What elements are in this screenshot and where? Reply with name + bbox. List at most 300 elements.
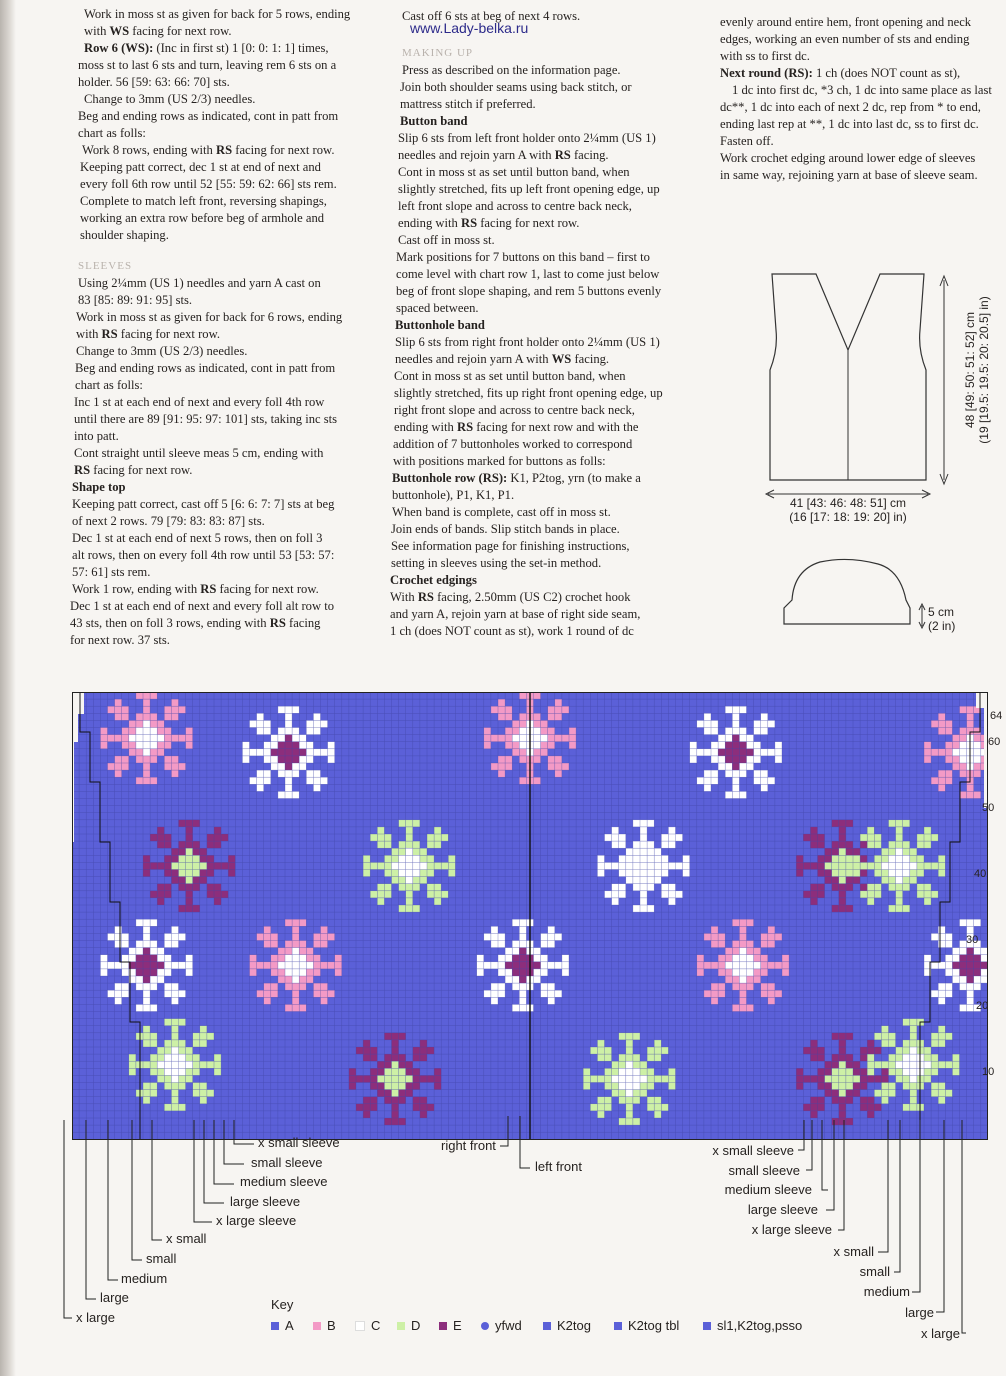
chart-cell <box>384 1068 391 1075</box>
row-number: 60 <box>988 736 1001 748</box>
chart-cell <box>519 742 526 749</box>
chart-cell <box>796 862 803 869</box>
chart-cell <box>392 1061 399 1068</box>
chart-cell <box>399 1054 406 1061</box>
chart-cell <box>945 955 952 962</box>
chart-cell <box>846 862 853 869</box>
key-item-c: C <box>355 1318 380 1333</box>
chart-cell <box>328 933 335 940</box>
chart-cell <box>512 720 519 727</box>
chart-cell <box>157 728 164 735</box>
chart-cell <box>910 1068 917 1075</box>
chart-cell <box>896 1075 903 1082</box>
size-label: x large sleeve <box>216 1213 297 1228</box>
chart-cell <box>541 941 548 948</box>
chart-cell <box>867 1075 874 1082</box>
chart-cell <box>739 735 746 742</box>
chart-cell <box>150 735 157 742</box>
chart-cell <box>796 1083 803 1090</box>
chart-cell <box>392 848 399 855</box>
chart-cell <box>896 898 903 905</box>
chart-cell <box>108 763 115 770</box>
chart-cell <box>143 969 150 976</box>
chart-cell <box>285 976 292 983</box>
chart-cell <box>818 1047 825 1054</box>
chart-cell <box>562 962 569 969</box>
width-cm-text: 41 [43: 46: 48: 51] cm <box>789 496 907 510</box>
chart-cell <box>910 1097 917 1104</box>
chart-cell <box>839 848 846 855</box>
chart-cell <box>903 862 910 869</box>
chart-cell <box>839 1040 846 1047</box>
chart-cell <box>732 1004 739 1011</box>
chart-cell <box>157 1061 164 1068</box>
chart-cell <box>299 955 306 962</box>
chart-cell <box>505 763 512 770</box>
chart-cell <box>292 791 299 798</box>
chart-cell <box>171 1040 178 1047</box>
chart-cell <box>257 962 264 969</box>
chart-cell <box>917 855 924 862</box>
chart-cell <box>143 735 150 742</box>
swatch-icon <box>355 1321 365 1331</box>
chart-cell <box>967 713 974 720</box>
chart-cell <box>896 855 903 862</box>
chart-cell <box>399 848 406 855</box>
chart-cell <box>945 933 952 940</box>
sleeve-dimension-label <box>928 605 968 633</box>
k2tog-symbol-icon <box>543 1322 551 1330</box>
chart-cell <box>221 862 228 869</box>
chart-cell <box>250 749 257 756</box>
paragraph: in same way, rejoining yarn at base of sleeve seam. <box>720 168 978 182</box>
chart-cell <box>136 1033 143 1040</box>
chart-cell <box>818 841 825 848</box>
chart-cell <box>186 728 193 735</box>
chart-cell <box>200 1033 207 1040</box>
chart-cell <box>832 1033 839 1040</box>
chart-cell <box>910 1075 917 1082</box>
chart-cell <box>775 742 782 749</box>
chart-cell <box>171 933 178 940</box>
paragraph: right front slope and across to centre back neck, <box>394 403 635 417</box>
chart-cell <box>633 1068 640 1075</box>
chart-cell <box>704 990 711 997</box>
chart-cell <box>619 841 626 848</box>
chart-cell <box>285 770 292 777</box>
chart-cell <box>392 862 399 869</box>
chart-cell <box>115 735 122 742</box>
chart-cell <box>910 1083 917 1090</box>
key-title: Key <box>271 1297 294 1312</box>
chart-cell <box>967 1004 974 1011</box>
chart-cell <box>874 870 881 877</box>
chart-cell <box>271 990 278 997</box>
chart-cell <box>704 728 711 735</box>
chart-cell <box>924 749 931 756</box>
chart-cell <box>597 855 604 862</box>
chart-cell <box>825 855 832 862</box>
paragraph: Work in moss st as given for back for 5 rows, ending <box>84 7 351 21</box>
chart-cell <box>938 1026 945 1033</box>
chart-cell <box>640 870 647 877</box>
chart-cell <box>313 777 320 784</box>
chart-cell <box>384 1054 391 1061</box>
paragraph: evenly around entire hem, front opening and neck <box>720 15 972 29</box>
chart-cell <box>434 834 441 841</box>
chart-cell <box>150 983 157 990</box>
chart-cell <box>960 983 967 990</box>
chart-cell <box>732 735 739 742</box>
chart-cell <box>633 862 640 869</box>
yfwd-symbol-icon <box>481 1322 489 1330</box>
size-label: large <box>905 1305 934 1320</box>
chart-cell <box>200 848 207 855</box>
chart-cell <box>171 983 178 990</box>
chart-cell <box>761 777 768 784</box>
chart-cell <box>754 720 761 727</box>
paragraph: Beg and ending rows as indicated, cont in patt from <box>75 361 336 375</box>
chart-cell <box>846 870 853 877</box>
chart-cell <box>150 1090 157 1097</box>
chart-cell <box>214 834 221 841</box>
chart-cell <box>399 884 406 891</box>
paragraph: shoulder shaping. <box>80 228 169 242</box>
chart-cell <box>179 763 186 770</box>
chart-cell <box>406 1090 413 1097</box>
chart-cell <box>718 735 725 742</box>
chart-cell <box>853 855 860 862</box>
chart-cell <box>420 1047 427 1054</box>
chart-cell <box>555 990 562 997</box>
chart-cell <box>498 941 505 948</box>
chart-cell <box>881 1061 888 1068</box>
chart-cell <box>690 742 697 749</box>
chart-cell <box>810 891 817 898</box>
chart-cell <box>285 728 292 735</box>
chart-cell <box>896 1054 903 1061</box>
chart-cell <box>534 955 541 962</box>
chart-cell <box>853 1068 860 1075</box>
chart-cell <box>725 955 732 962</box>
chart-cell <box>739 969 746 976</box>
chart-cell <box>626 1054 633 1061</box>
chart-cell <box>100 742 107 749</box>
chart-cell <box>867 1047 874 1054</box>
chart-cell <box>384 1061 391 1068</box>
chart-cell <box>889 1061 896 1068</box>
chart-cell <box>832 1075 839 1082</box>
chart-cell <box>917 870 924 877</box>
chart-cell <box>491 735 498 742</box>
chart-cell <box>597 1097 604 1104</box>
chart-cell <box>136 948 143 955</box>
chart-cell <box>292 706 299 713</box>
chart-cell <box>150 969 157 976</box>
chart-cell <box>810 862 817 869</box>
chart-cell <box>931 891 938 898</box>
chart-cell <box>640 905 647 912</box>
chart-cell <box>761 990 768 997</box>
chart-cell <box>903 1083 910 1090</box>
paragraph: When band is complete, cast off in moss st. <box>392 505 611 519</box>
chart-cell <box>938 1090 945 1097</box>
chart-cell <box>292 926 299 933</box>
chart-cell <box>796 1075 803 1082</box>
key-item-d: D <box>397 1318 420 1333</box>
key-item-a: A <box>271 1318 294 1333</box>
chart-cell <box>292 1004 299 1011</box>
chart-cell <box>193 1068 200 1075</box>
chart-cell <box>313 728 320 735</box>
chart-cell <box>384 855 391 862</box>
chart-cell <box>392 1054 399 1061</box>
sleeve-cm-text: 5 cm <box>928 605 955 619</box>
chart-cell <box>903 1068 910 1075</box>
chart-cell <box>250 969 257 976</box>
chart-cell <box>555 699 562 706</box>
chart-cell <box>903 855 910 862</box>
chart-cell <box>697 962 704 969</box>
chart-cell <box>264 941 271 948</box>
chart-cell <box>626 877 633 884</box>
chart-cell <box>285 791 292 798</box>
chart-cell <box>711 728 718 735</box>
chart-cell <box>108 706 115 713</box>
chart-cell <box>299 976 306 983</box>
chart-cell <box>228 870 235 877</box>
chart-cell <box>747 955 754 962</box>
chart-cell <box>661 841 668 848</box>
chart-cell <box>697 969 704 976</box>
chart-cell <box>491 983 498 990</box>
chart-cell <box>171 990 178 997</box>
height-in-text: (19 [19.5: 19.5: 20: 20.5] in) <box>977 296 991 444</box>
chart-cell <box>974 919 981 926</box>
chart-cell <box>321 990 328 997</box>
chart-cell <box>427 870 434 877</box>
chart-cell <box>200 1040 207 1047</box>
chart-cell <box>981 948 988 955</box>
chart-cell <box>349 1075 356 1082</box>
chart-cell <box>491 962 498 969</box>
chart-cell <box>406 891 413 898</box>
paragraph: with RS facing for next row. <box>76 327 220 341</box>
chart-cell <box>541 742 548 749</box>
chart-cell <box>150 692 157 699</box>
chart-cell <box>164 962 171 969</box>
chart-cell <box>313 983 320 990</box>
chart-cell <box>704 713 711 720</box>
chart-cell <box>278 969 285 976</box>
chart-cell <box>392 1040 399 1047</box>
chart-cell <box>399 877 406 884</box>
chart-cell <box>732 728 739 735</box>
chart-cell <box>214 827 221 834</box>
chart-cell <box>896 877 903 884</box>
chart-cell <box>384 841 391 848</box>
paragraph: spaced between. <box>396 301 479 315</box>
paragraph: Keeping patt correct, cast off 5 [6: 6: 7: 7] sts at beg <box>72 497 335 511</box>
chart-cell <box>619 1054 626 1061</box>
height-dimension-label <box>952 268 1004 476</box>
chart-cell <box>115 713 122 720</box>
chart-cell <box>647 820 654 827</box>
chart-cell <box>157 1047 164 1054</box>
chart-cell <box>384 884 391 891</box>
chart-cell <box>171 1026 178 1033</box>
chart-cell <box>910 1026 917 1033</box>
chart-cell <box>171 1061 178 1068</box>
chart-cell <box>739 706 746 713</box>
chart-cell <box>171 1054 178 1061</box>
chart-cell <box>718 955 725 962</box>
chart-cell <box>392 1068 399 1075</box>
chart-cell <box>299 735 306 742</box>
chart-cell <box>306 756 313 763</box>
chart-cell <box>164 834 171 841</box>
chart-cell <box>555 706 562 713</box>
chart-cell <box>193 1033 200 1040</box>
chart-cell <box>711 926 718 933</box>
chart-cell <box>654 855 661 862</box>
chart-cell <box>754 770 761 777</box>
chart-cell <box>640 1068 647 1075</box>
paragraph: ending with RS facing for next row. <box>398 216 580 230</box>
chart-cell <box>122 983 129 990</box>
chart-cell <box>640 1061 647 1068</box>
chart-cell <box>626 848 633 855</box>
chart-cell <box>143 692 150 699</box>
chart-cell <box>292 962 299 969</box>
chart-cell <box>967 791 974 798</box>
text-column-2 <box>390 8 696 640</box>
chart-cell <box>945 1033 952 1040</box>
chart-cell <box>129 749 136 756</box>
chart-cell <box>264 756 271 763</box>
chart-cell <box>150 1033 157 1040</box>
size-label: small <box>859 1264 890 1279</box>
chart-cell <box>612 1083 619 1090</box>
chart-cell <box>143 870 150 877</box>
chart-cell <box>186 884 193 891</box>
chart-cell <box>122 728 129 735</box>
chart-cell <box>399 1061 406 1068</box>
chart-cell <box>150 1061 157 1068</box>
chart-cell <box>960 955 967 962</box>
chart-cell <box>896 891 903 898</box>
chart-cell <box>768 926 775 933</box>
paragraph: with positions marked for buttons as folls: <box>393 454 606 468</box>
chart-cell <box>115 990 122 997</box>
swatch-icon <box>313 1322 321 1330</box>
chart-cell <box>718 990 725 997</box>
chart-cell <box>328 749 335 756</box>
chart-cell <box>555 933 562 940</box>
paragraph: working an extra row before beg of armhole and <box>80 211 325 225</box>
chart-cell <box>136 962 143 969</box>
chart-cell <box>171 877 178 884</box>
chart-cell <box>889 870 896 877</box>
chart-cell <box>867 827 874 834</box>
chart-cell <box>633 1033 640 1040</box>
chart-cell <box>377 884 384 891</box>
chart-cell <box>974 962 981 969</box>
chart-cell <box>157 862 164 869</box>
chart-cell <box>519 983 526 990</box>
chart-cell <box>952 955 959 962</box>
chart-cell <box>633 841 640 848</box>
chart-cell <box>832 884 839 891</box>
chart-cell <box>704 933 711 940</box>
chart-cell <box>136 1004 143 1011</box>
chart-cell <box>818 1083 825 1090</box>
chart-cell <box>292 941 299 948</box>
chart-cell <box>960 1004 967 1011</box>
chart-cell <box>108 735 115 742</box>
chart-cell <box>853 848 860 855</box>
chart-cell <box>924 756 931 763</box>
chart-cell <box>122 735 129 742</box>
chart-cell <box>768 962 775 969</box>
chart-cell <box>881 1033 888 1040</box>
chart-cell <box>889 820 896 827</box>
chart-cell <box>874 1033 881 1040</box>
chart-cell <box>427 841 434 848</box>
chart-cell <box>668 862 675 869</box>
chart-cell <box>399 1033 406 1040</box>
chart-cell <box>704 777 711 784</box>
chart-cell <box>150 1040 157 1047</box>
chart-cell <box>832 877 839 884</box>
chart-cell <box>782 969 789 976</box>
chart-cell <box>917 891 924 898</box>
chart-cell <box>739 763 746 770</box>
chart-cell <box>931 1054 938 1061</box>
chart-cell <box>285 777 292 784</box>
chart-cell <box>122 706 129 713</box>
chart-cell <box>406 884 413 891</box>
chart-cell <box>832 1083 839 1090</box>
chart-cell <box>534 777 541 784</box>
chart-cell <box>647 1068 654 1075</box>
chart-cell <box>541 955 548 962</box>
chart-cell <box>981 976 988 983</box>
chart-cell <box>860 1097 867 1104</box>
chart-cell <box>534 713 541 720</box>
chart-cell <box>938 983 945 990</box>
chart-cell <box>903 905 910 912</box>
chart-cell <box>143 948 150 955</box>
chart-cell <box>874 1061 881 1068</box>
chart-cell <box>171 1068 178 1075</box>
chart-cell <box>562 706 569 713</box>
chart-cell <box>839 1097 846 1104</box>
chart-cell <box>122 713 129 720</box>
chart-cell <box>924 955 931 962</box>
chart-cell <box>612 834 619 841</box>
chart-cell <box>115 770 122 777</box>
chart-cell <box>505 728 512 735</box>
chart-cell <box>335 955 342 962</box>
paragraph: Next round (RS): 1 ch (does NOT count as st), <box>720 66 961 80</box>
chart-cell <box>164 955 171 962</box>
chart-cell <box>363 855 370 862</box>
chart-cell <box>860 884 867 891</box>
chart-cell <box>193 848 200 855</box>
chart-cell <box>889 855 896 862</box>
chart-cell <box>747 763 754 770</box>
